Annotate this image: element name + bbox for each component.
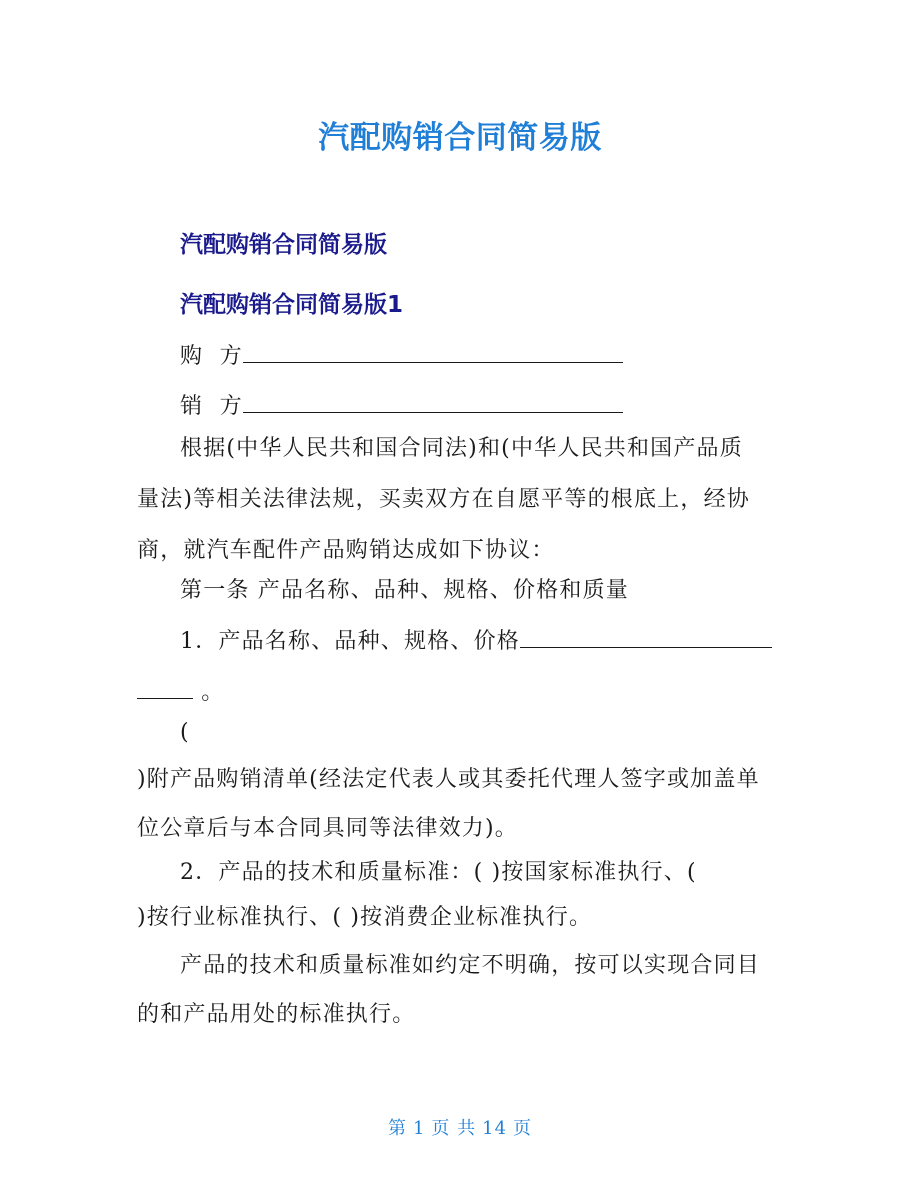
seller-blank bbox=[243, 390, 623, 413]
item1-blank bbox=[520, 625, 772, 648]
buyer-line bbox=[180, 340, 623, 372]
item2-line-1: 2．产品的技术和质量标准：( )按国家标准执行、( bbox=[180, 860, 697, 885]
item1-label: 1．产品名称、品种、规格、价格 bbox=[180, 629, 520, 654]
item1-line-2 bbox=[137, 676, 224, 708]
footer-total-pages: 14 bbox=[482, 1118, 508, 1139]
article1-heading: 第一条 产品名称、品种、规格、价格和质量 bbox=[180, 578, 629, 603]
intro-line-3: 商，就汽车配件产品购销达成如下协议： bbox=[137, 538, 555, 563]
attachment-line-1: )附产品购销清单(经法定代表人或其委托代理人签字或加盖单 bbox=[137, 767, 760, 792]
item1-line bbox=[180, 625, 772, 657]
page-footer bbox=[0, 1114, 920, 1140]
item1-end: 。 bbox=[193, 680, 225, 705]
document-title: 汽配购销合同简易版 bbox=[318, 120, 602, 156]
paren-open: ( bbox=[180, 720, 190, 745]
footer-suffix: 页 bbox=[513, 1118, 533, 1139]
buyer-blank bbox=[243, 340, 623, 363]
footer-mid: 页 共 bbox=[431, 1118, 477, 1139]
standard-line-1: 产品的技术和质量标准如约定不明确，按可以实现合同目 bbox=[180, 953, 761, 978]
footer-prefix: 第 bbox=[387, 1118, 407, 1139]
intro-line-1: 根据(中华人民共和国合同法)和(中华人民共和国产品质 bbox=[180, 436, 743, 461]
section-heading: 汽配购销合同简易版1 bbox=[180, 292, 404, 318]
document-subtitle: 汽配购销合同简易版 bbox=[180, 232, 387, 258]
item2-line-2: )按行业标准执行、( )按消费企业标准执行。 bbox=[137, 905, 593, 930]
item1-blank-cont bbox=[137, 676, 193, 699]
intro-line-2: 量法)等相关法律法规，买卖双方在自愿平等的根底上，经协 bbox=[137, 487, 750, 512]
attachment-line-2: 位公章后与本合同具同等法律效力)。 bbox=[137, 816, 518, 841]
buyer-label: 购 方 bbox=[180, 344, 243, 369]
standard-line-2: 的和产品用处的标准执行。 bbox=[137, 1002, 416, 1027]
seller-line bbox=[180, 390, 623, 422]
seller-label: 销 方 bbox=[180, 394, 243, 419]
footer-page-number: 1 bbox=[412, 1118, 426, 1139]
